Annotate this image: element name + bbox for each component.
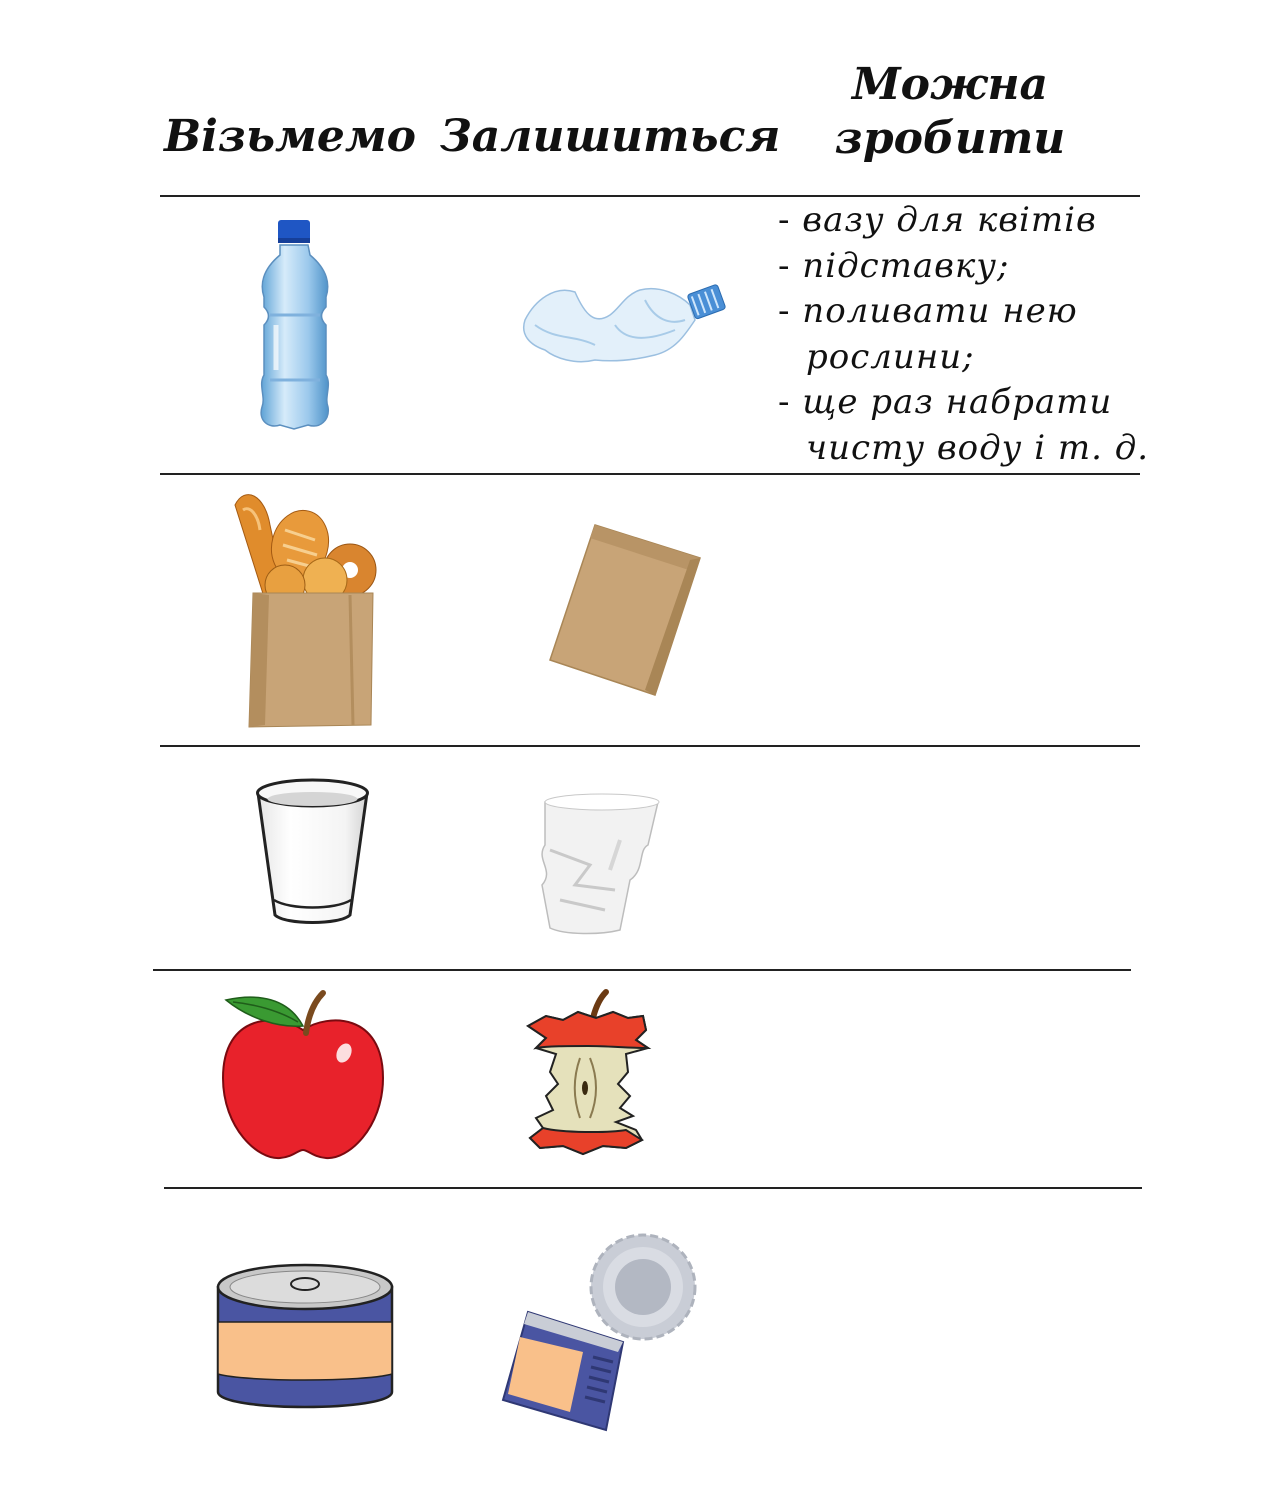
- table-rule-row1: [160, 473, 1140, 475]
- can-make-item: - поливати нею рослини;: [778, 289, 1158, 380]
- table-rule-row3: [153, 969, 1131, 971]
- apple-core-image: [518, 988, 653, 1163]
- opened-tin-can-image: [498, 1232, 708, 1432]
- plastic-cup-image: [250, 775, 375, 930]
- crushed-bottle-image: [515, 280, 730, 370]
- header-can-make: [800, 58, 1100, 166]
- can-make-item: - ще раз набрати чисту воду і т. д.: [778, 380, 1158, 471]
- can-make-list: [778, 198, 1158, 471]
- header-remains: [440, 110, 781, 164]
- tin-can-image: [215, 1262, 395, 1422]
- can-make-item: - вазу для квітів: [778, 198, 1158, 244]
- table-rule-row4: [164, 1187, 1142, 1189]
- header-take-text: Візьмемо: [163, 111, 416, 162]
- red-apple-image: [218, 988, 388, 1163]
- table-rule-header: [160, 195, 1140, 197]
- can-make-item: - підставку;: [778, 244, 1158, 290]
- empty-paper-bag-image: [545, 520, 705, 700]
- header-remains-text: Залишиться: [440, 111, 781, 162]
- plastic-bottle-image: [240, 215, 350, 440]
- bread-in-paper-bag-image: [225, 485, 385, 735]
- crushed-cup-image: [520, 790, 670, 940]
- header-can-make-line2: зробити: [834, 113, 1066, 164]
- table-rule-row2: [160, 745, 1140, 747]
- header-take: [160, 110, 420, 164]
- header-can-make-line1: Можна: [851, 59, 1049, 110]
